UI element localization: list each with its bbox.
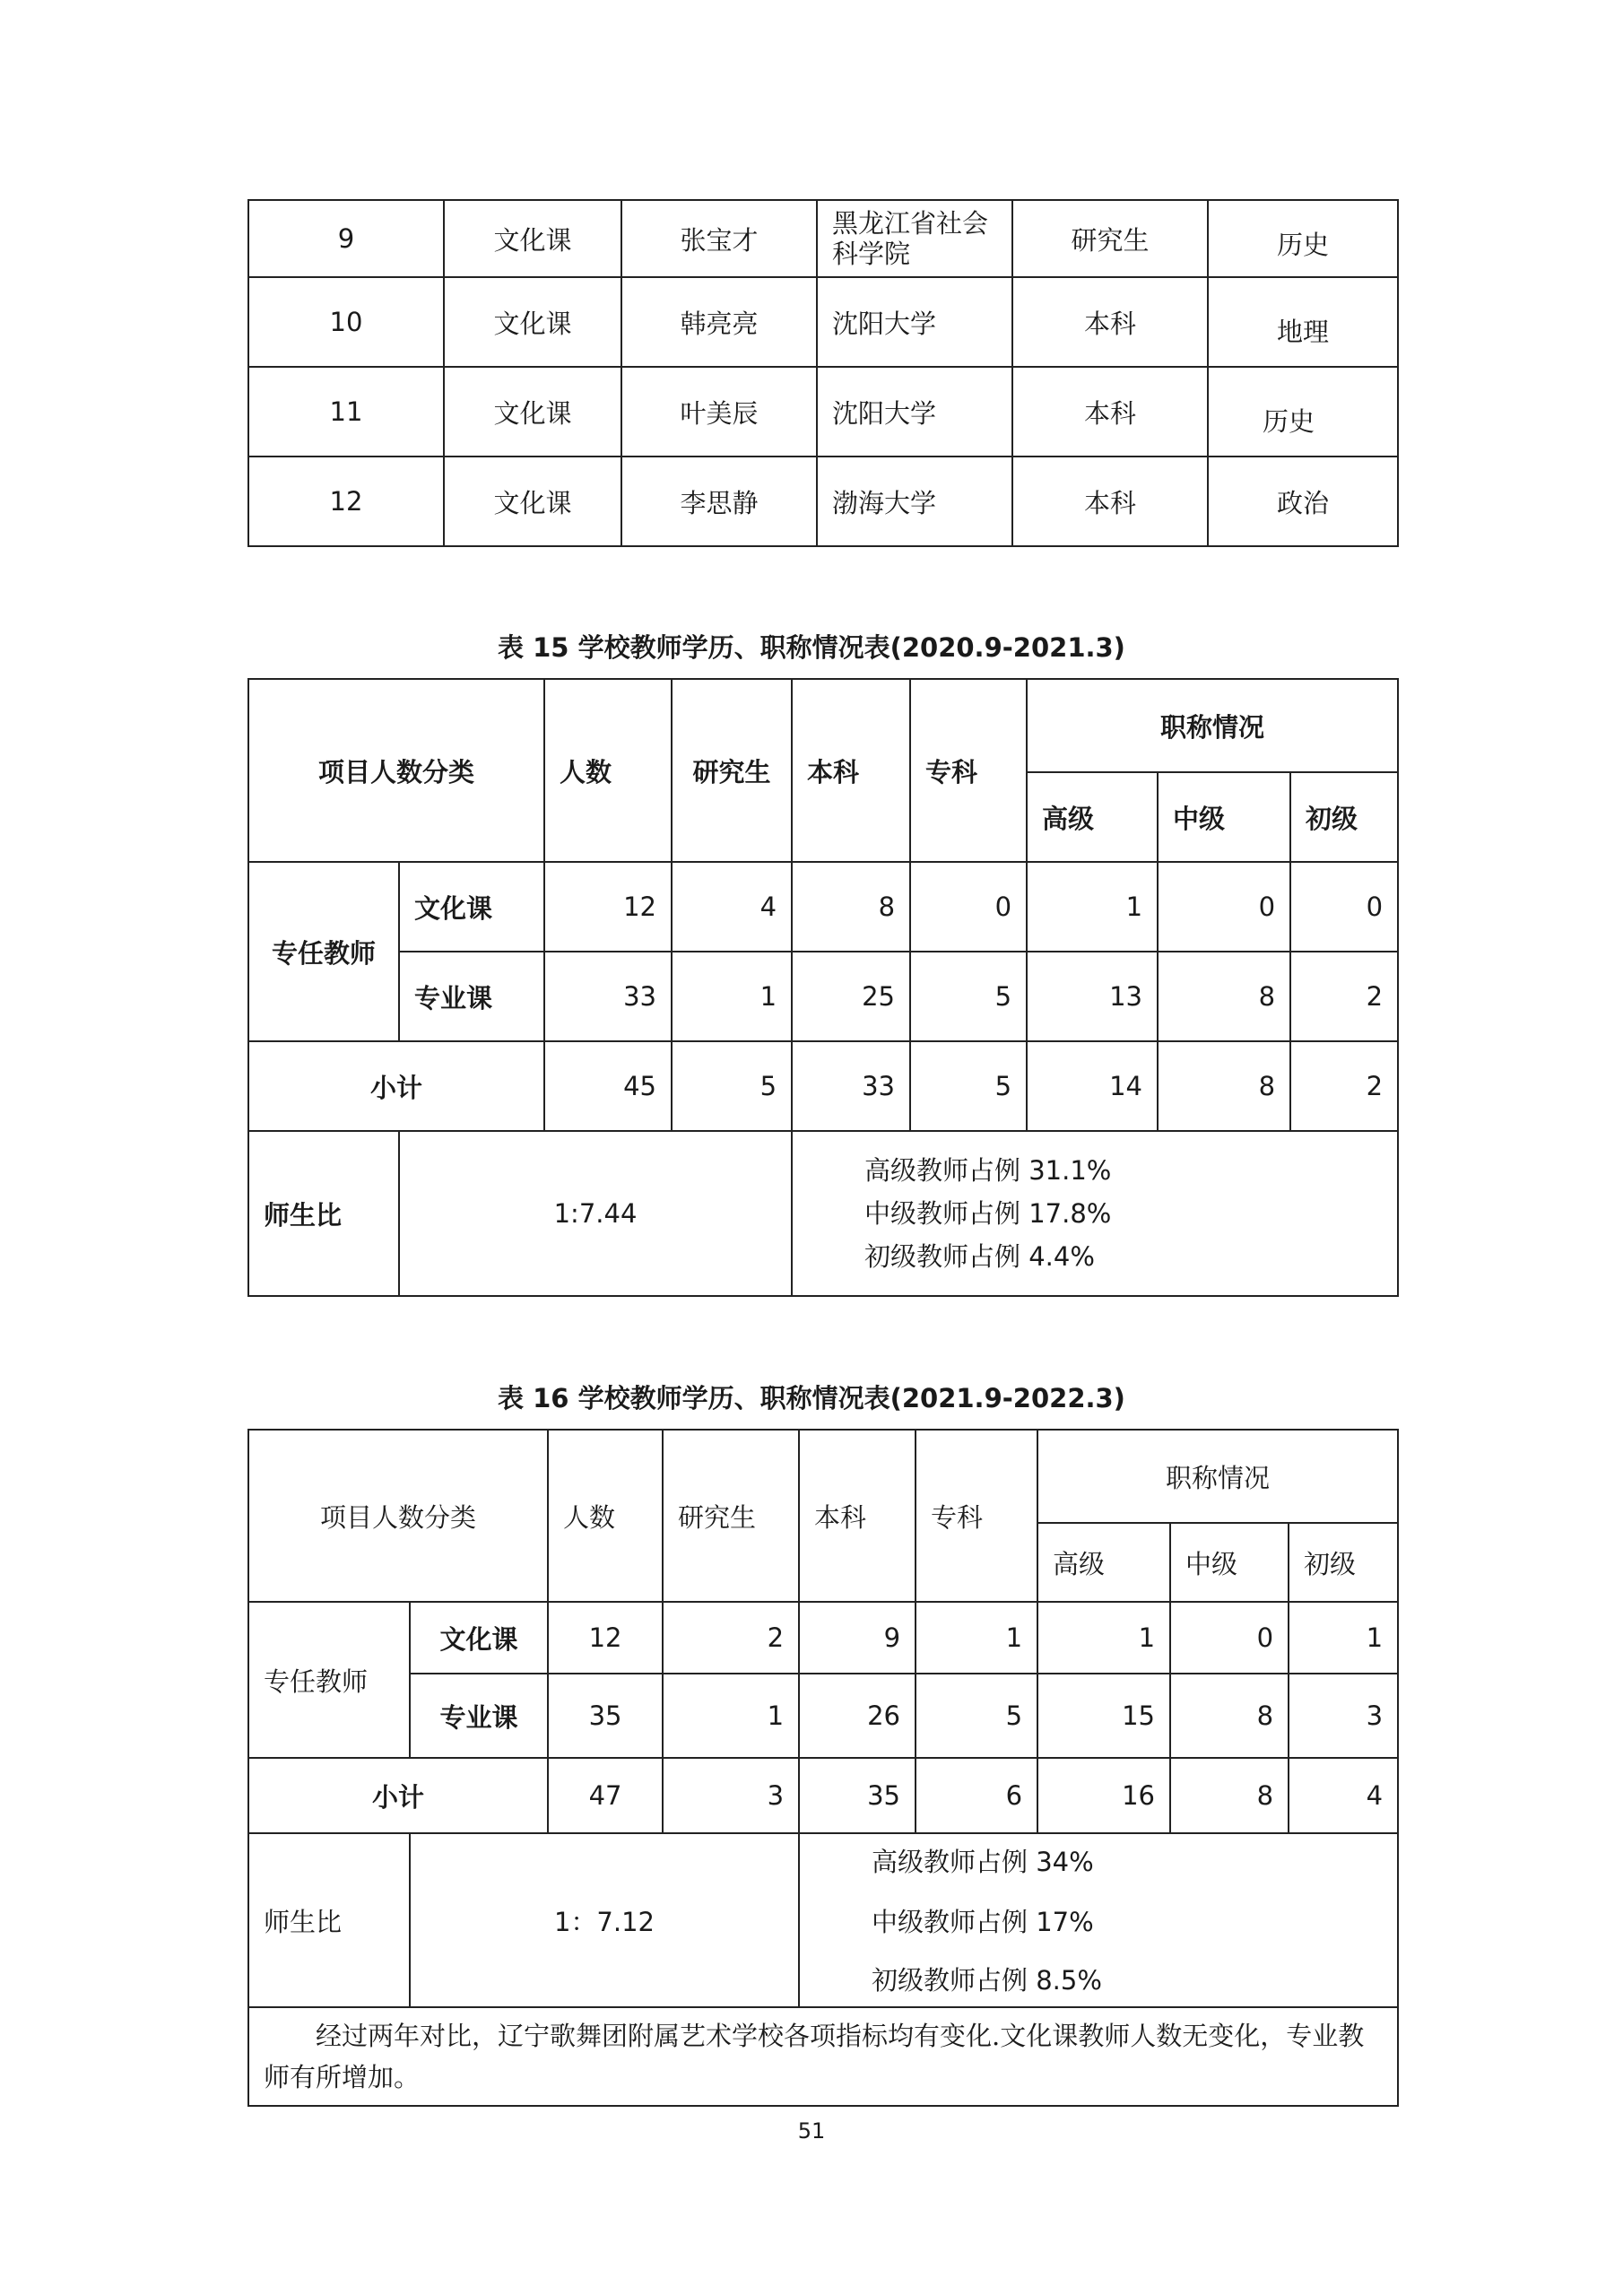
header-senior: 高级 <box>1027 772 1158 862</box>
cell-junior: 3 <box>1289 1674 1398 1758</box>
graduate-school: 沈阳大学 <box>817 367 1012 457</box>
header-college: 专科 <box>916 1430 1037 1602</box>
cell-college: 5 <box>916 1674 1037 1758</box>
cell-college: 1 <box>916 1602 1037 1674</box>
subject: 地理 <box>1208 277 1398 367</box>
cell-count: 47 <box>548 1758 663 1833</box>
cell-graduate: 2 <box>663 1602 799 1674</box>
table15 <box>247 678 1399 1297</box>
table-row <box>248 1758 1398 1833</box>
subtotal-label: 小计 <box>248 1041 544 1131</box>
course-type: 文化课 <box>444 457 621 546</box>
subtotal-label: 小计 <box>248 1758 548 1833</box>
title-ratio-list <box>792 1131 1398 1296</box>
cell-middle: 8 <box>1158 1041 1290 1131</box>
cell-senior: 15 <box>1037 1674 1170 1758</box>
middle-ratio-line: 中级教师占例 17.8% <box>864 1198 1112 1229</box>
cell-college: 5 <box>910 952 1027 1041</box>
course-type: 文化课 <box>444 200 621 277</box>
row-number: 9 <box>248 200 444 277</box>
cell-junior: 0 <box>1290 862 1398 952</box>
table-row <box>248 1131 1398 1296</box>
table16-caption: 表 16 学校教师学历、职称情况表(2021.9-2022.3) <box>498 1383 1125 1413</box>
graduate-school: 黑龙江省社会科学院 <box>817 200 1012 277</box>
cell-count: 45 <box>544 1041 672 1131</box>
cell-junior: 4 <box>1289 1758 1398 1833</box>
cell-college: 5 <box>910 1041 1027 1131</box>
cell-college: 6 <box>916 1758 1037 1833</box>
cell-senior: 16 <box>1037 1758 1170 1833</box>
cell-graduate: 5 <box>672 1041 792 1131</box>
cell-bachelor: 26 <box>799 1674 916 1758</box>
cell-junior: 2 <box>1290 1041 1398 1131</box>
junior-ratio-line: 初级教师占例 4.4% <box>864 1241 1095 1272</box>
cell-college: 0 <box>910 862 1027 952</box>
row-number: 11 <box>248 367 444 457</box>
row-label: 文化课 <box>410 1602 548 1674</box>
table-row <box>248 200 1398 277</box>
middle-ratio-line: 中级教师占例 17% <box>872 1907 1094 1937</box>
table-row <box>248 1674 1398 1758</box>
cell-bachelor: 8 <box>792 862 910 952</box>
cell-middle: 8 <box>1158 952 1290 1041</box>
row-number: 10 <box>248 277 444 367</box>
cell-count: 12 <box>544 862 672 952</box>
header-bachelor: 本科 <box>792 679 910 862</box>
cell-middle: 8 <box>1170 1674 1289 1758</box>
cell-senior: 1 <box>1037 1602 1170 1674</box>
header-junior: 初级 <box>1289 1523 1398 1602</box>
header-title-group: 职称情况 <box>1027 679 1398 772</box>
cell-count: 33 <box>544 952 672 1041</box>
header-count: 人数 <box>548 1430 663 1602</box>
cell-middle: 8 <box>1170 1758 1289 1833</box>
header-category: 项目人数分类 <box>248 679 544 862</box>
staff-list-table <box>247 199 1399 547</box>
header-college: 专科 <box>910 679 1027 862</box>
header-category: 项目人数分类 <box>248 1430 548 1602</box>
header-title-group: 职称情况 <box>1037 1430 1398 1523</box>
table-row <box>248 1833 1398 2007</box>
table15-caption: 表 15 学校教师学历、职称情况表(2020.9-2021.3) <box>498 632 1125 663</box>
header-senior: 高级 <box>1037 1523 1170 1602</box>
ratio-value: 1:7.44 <box>399 1131 792 1296</box>
header-graduate: 研究生 <box>672 679 792 862</box>
cell-graduate: 3 <box>663 1758 799 1833</box>
cell-graduate: 4 <box>672 862 792 952</box>
row-label: 文化课 <box>399 862 544 952</box>
table-row <box>248 277 1398 367</box>
teacher-name: 李思静 <box>621 457 817 546</box>
table-row <box>248 2007 1398 2106</box>
teacher-name: 张宝才 <box>621 200 817 277</box>
junior-ratio-line: 初级教师占例 8.5% <box>872 1965 1102 1996</box>
cell-bachelor: 9 <box>799 1602 916 1674</box>
cell-junior: 1 <box>1289 1602 1398 1674</box>
education-degree: 本科 <box>1012 277 1208 367</box>
cell-junior: 2 <box>1290 952 1398 1041</box>
senior-ratio-line: 高级教师占例 31.1% <box>864 1155 1112 1186</box>
graduate-school: 渤海大学 <box>817 457 1012 546</box>
education-degree: 研究生 <box>1012 200 1208 277</box>
header-bachelor: 本科 <box>799 1430 916 1602</box>
senior-ratio-line: 高级教师占例 34% <box>872 1847 1094 1877</box>
table-row <box>248 367 1398 457</box>
header-middle: 中级 <box>1170 1523 1289 1602</box>
education-degree: 本科 <box>1012 457 1208 546</box>
teacher-name: 韩亮亮 <box>621 277 817 367</box>
table-row <box>248 1041 1398 1131</box>
course-type: 文化课 <box>444 367 621 457</box>
education-degree: 本科 <box>1012 367 1208 457</box>
title-ratio-list <box>799 1833 1398 2007</box>
summary-note: 经过两年对比，辽宁歌舞团附属艺术学校各项指标均有变化.文化课教师人数无变化，专业教师有所增加。 <box>248 2007 1398 2106</box>
subject: 政治 <box>1208 457 1398 546</box>
table-row <box>248 952 1398 1041</box>
row-label: 专业课 <box>410 1674 548 1758</box>
cell-bachelor: 25 <box>792 952 910 1041</box>
cell-count: 35 <box>548 1674 663 1758</box>
full-time-teacher-label: 专任教师 <box>248 862 399 1041</box>
table-row <box>248 457 1398 546</box>
ratio-label: 师生比 <box>248 1131 399 1296</box>
table16 <box>247 1429 1399 2107</box>
cell-bachelor: 35 <box>799 1758 916 1833</box>
cell-count: 12 <box>548 1602 663 1674</box>
row-number: 12 <box>248 457 444 546</box>
cell-senior: 13 <box>1027 952 1158 1041</box>
row-label: 专业课 <box>399 952 544 1041</box>
course-type: 文化课 <box>444 277 621 367</box>
cell-graduate: 1 <box>672 952 792 1041</box>
cell-graduate: 1 <box>663 1674 799 1758</box>
cell-bachelor: 33 <box>792 1041 910 1131</box>
table-row <box>248 862 1398 952</box>
teacher-name: 叶美辰 <box>621 367 817 457</box>
graduate-school: 沈阳大学 <box>817 277 1012 367</box>
cell-middle: 0 <box>1158 862 1290 952</box>
subject: 历史 <box>1208 200 1398 277</box>
cell-senior: 14 <box>1027 1041 1158 1131</box>
ratio-value: 1：7.12 <box>410 1833 799 2007</box>
page-number: 51 <box>797 2118 826 2144</box>
cell-middle: 0 <box>1170 1602 1289 1674</box>
ratio-label: 师生比 <box>248 1833 410 2007</box>
header-graduate: 研究生 <box>663 1430 799 1602</box>
subject: 历史 <box>1208 367 1398 457</box>
full-time-teacher-label: 专任教师 <box>248 1602 410 1758</box>
header-middle: 中级 <box>1158 772 1290 862</box>
table-row <box>248 1602 1398 1674</box>
cell-senior: 1 <box>1027 862 1158 952</box>
header-count: 人数 <box>544 679 672 862</box>
header-junior: 初级 <box>1290 772 1398 862</box>
